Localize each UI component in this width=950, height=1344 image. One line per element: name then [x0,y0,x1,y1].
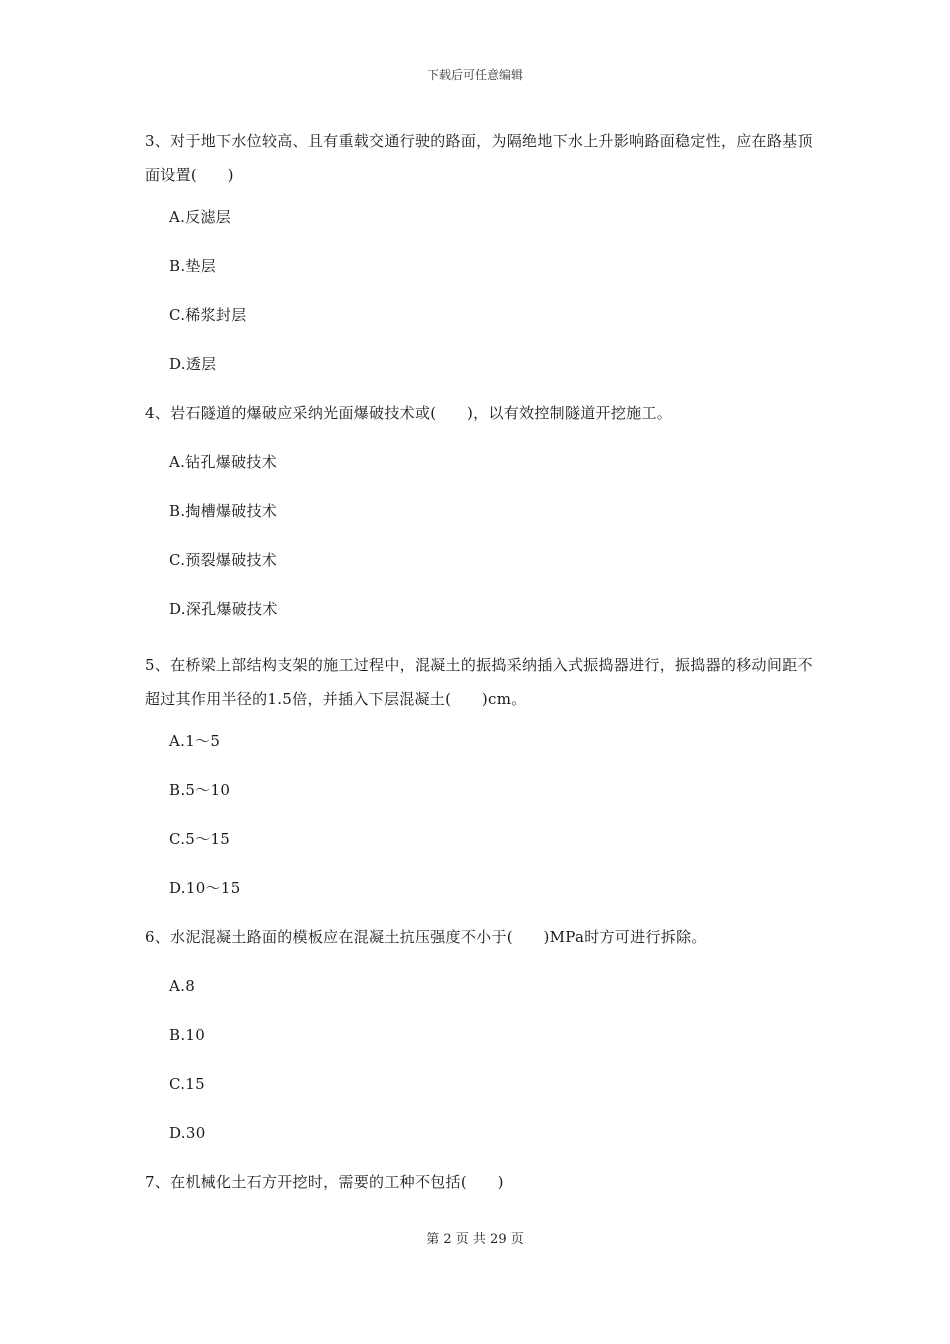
document-body [145,124,815,1221]
question-4-option-c: C.预裂爆破技术 [169,551,278,569]
question-7: 7、在机械化土石方开挖时，需要的工种不包括( ) [145,1173,504,1191]
question-3-option-d: D.透层 [169,355,217,373]
question-5-option-d: D.10～15 [169,879,241,897]
question-4-option-d: D.深孔爆破技术 [169,600,278,618]
question-5-option-c: C.5～15 [169,830,231,848]
question-3-option-a: A.反滤层 [169,208,232,226]
question-5-option-a: A.1～5 [169,732,221,750]
page-number-footer: 第 2 页 共 29 页 [426,1232,524,1247]
question-3-option-c: C.稀浆封层 [169,306,247,324]
question-5: 5、在桥梁上部结构支架的施工过程中，混凝土的振捣采纳插入式振捣器进行，振捣器的移动间距不超过其作用半径的1.5倍，并插入下层混凝土( )cm。 [145,656,813,708]
question-4: 4、岩石隧道的爆破应采纳光面爆破技术或( )，以有效控制隧道开挖施工。 [145,404,673,422]
question-4-option-a: A.钻孔爆破技术 [169,453,278,471]
question-6-option-c: C.15 [169,1075,205,1093]
question-3: 3、对于地下水位较高、且有重载交通行驶的路面，为隔绝地下水上升影响路面稳定性，应在路基顶面设置( ) [145,132,813,184]
question-6-option-d: D.30 [169,1124,206,1142]
question-6: 6、水泥混凝土路面的模板应在混凝土抗压强度不小于( )MPa时方可进行拆除。 [145,928,707,946]
question-6-option-b: B.10 [169,1026,206,1044]
question-4-option-b: B.掏槽爆破技术 [169,502,278,520]
question-6-option-a: A.8 [169,977,196,995]
question-3-option-b: B.垫层 [169,257,216,275]
question-5-option-b: B.5～10 [169,781,231,799]
page-header-note: 下载后可任意编辑 [426,68,523,82]
